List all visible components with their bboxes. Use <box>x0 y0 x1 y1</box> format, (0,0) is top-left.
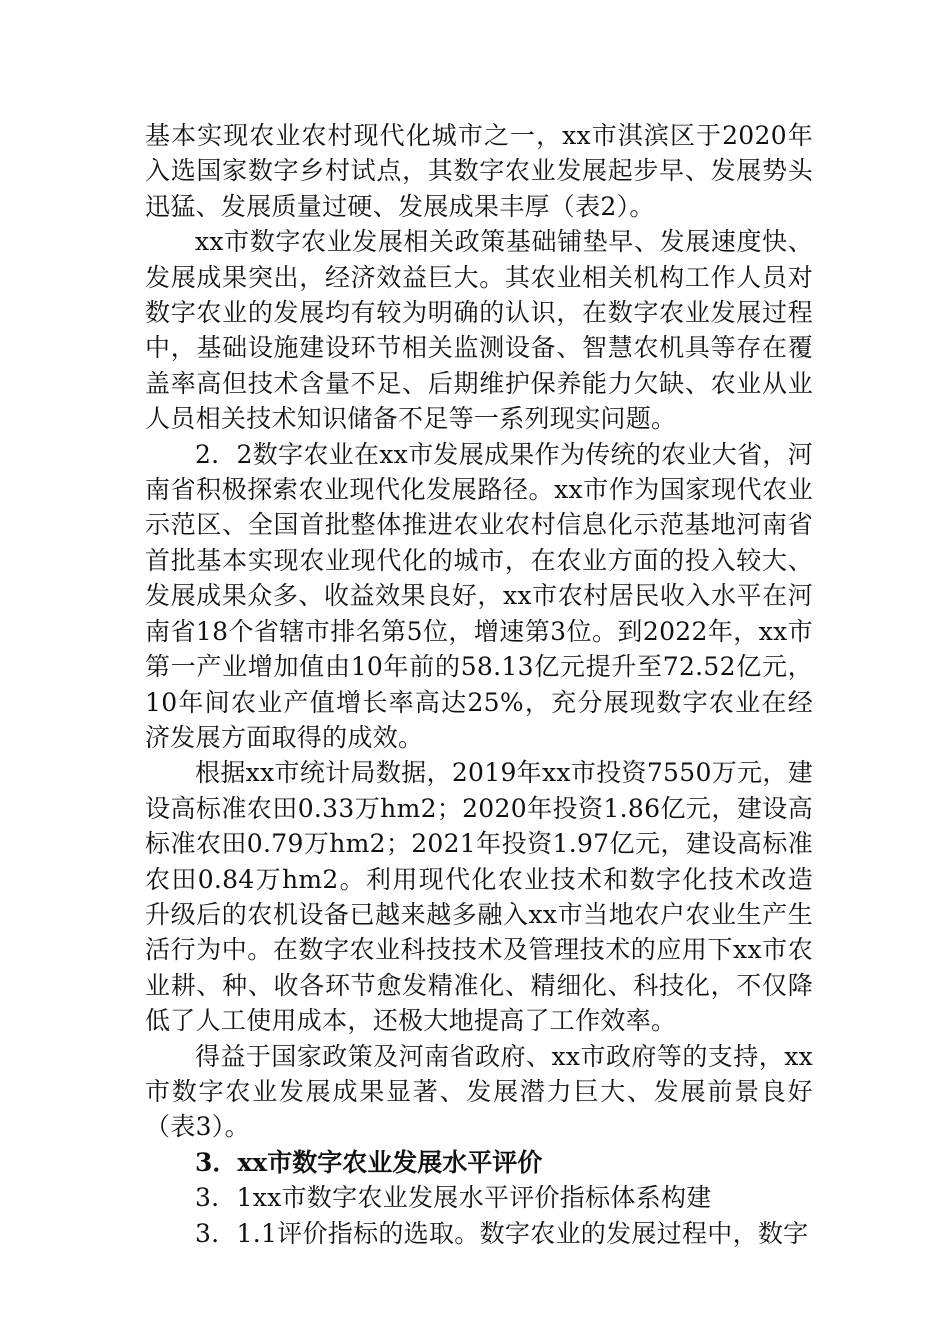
paragraph-3: 2．2数字农业在xx市发展成果作为传统的农业大省，河南省积极探索农业现代化发展路径。xx市作为国家现代农业示范区、全国首批整体推进农业农村信息化示范基地河南省首批基本实现农业现代化的城市，在农业方面的投入较大、发展成果众多、收益效果良好，xx市农村居民收入水平在河南省18个省辖市排名第5位，增速第3位。到2022年，xx市第一产业增加值由10年前的58.13亿元提升至72.52亿元，10年间农业产值增长率高达25%，充分展现数字农业在经济发展方面取得的成效。 <box>145 439 813 752</box>
paragraph-2: xx市数字农业发展相关政策基础铺垫早、发展速度快、发展成果突出，经济效益巨大。其农业相关机构工作人员对数字农业的发展均有较为明确的认识，在数字农业发展过程中，基础设施建设环节相关监测设备、智慧农机具等存在覆盖率高但技术含量不足、后期维护保养能力欠缺、农业从业人员相关技术知识储备不足等一系列现实问题。 <box>145 227 813 434</box>
section-heading-3: 3．xx市数字农业发展水平评价 <box>195 1147 543 1177</box>
paragraph-4: 根据xx市统计局数据，2019年xx市投资7550万元，建设高标准农田0.33万hm2；2020年投资1.86亿元，建设高标准农田0.79万hm2；2021年投资1.97亿元，建设高标准农田0.84万hm2。利用现代化农业技术和数字化技术改造升级后的农机设备已越来越多融入xx市当地农户农业生产生活行为中。在数字农业科技技术及管理技术的应用下xx市农业耕、种、收各环节愈发精准化、精细化、科技化，不仅降低了人工使用成本，还极大地提高了工作效率。 <box>145 758 813 1036</box>
paragraph-1: 基本实现农业农村现代化城市之一，xx市淇滨区于2020年入选国家数字乡村试点，其数字农业发展起步早、发展势头迅猛、发展质量过硬、发展成果丰厚（表2）。 <box>145 121 813 221</box>
subsection-heading-3-1: 3．1xx市数字农业发展水平评价指标体系构建 <box>195 1183 712 1213</box>
paragraph-6: 3．1.1评价指标的选取。数字农业的发展过程中，数字 <box>195 1218 809 1248</box>
document-body <box>145 118 813 1251</box>
paragraph-5: 得益于国家政策及河南省政府、xx市政府等的支持，xx市数字农业发展成果显著、发展潜力巨大、发展前景良好（表3）。 <box>145 1041 813 1142</box>
